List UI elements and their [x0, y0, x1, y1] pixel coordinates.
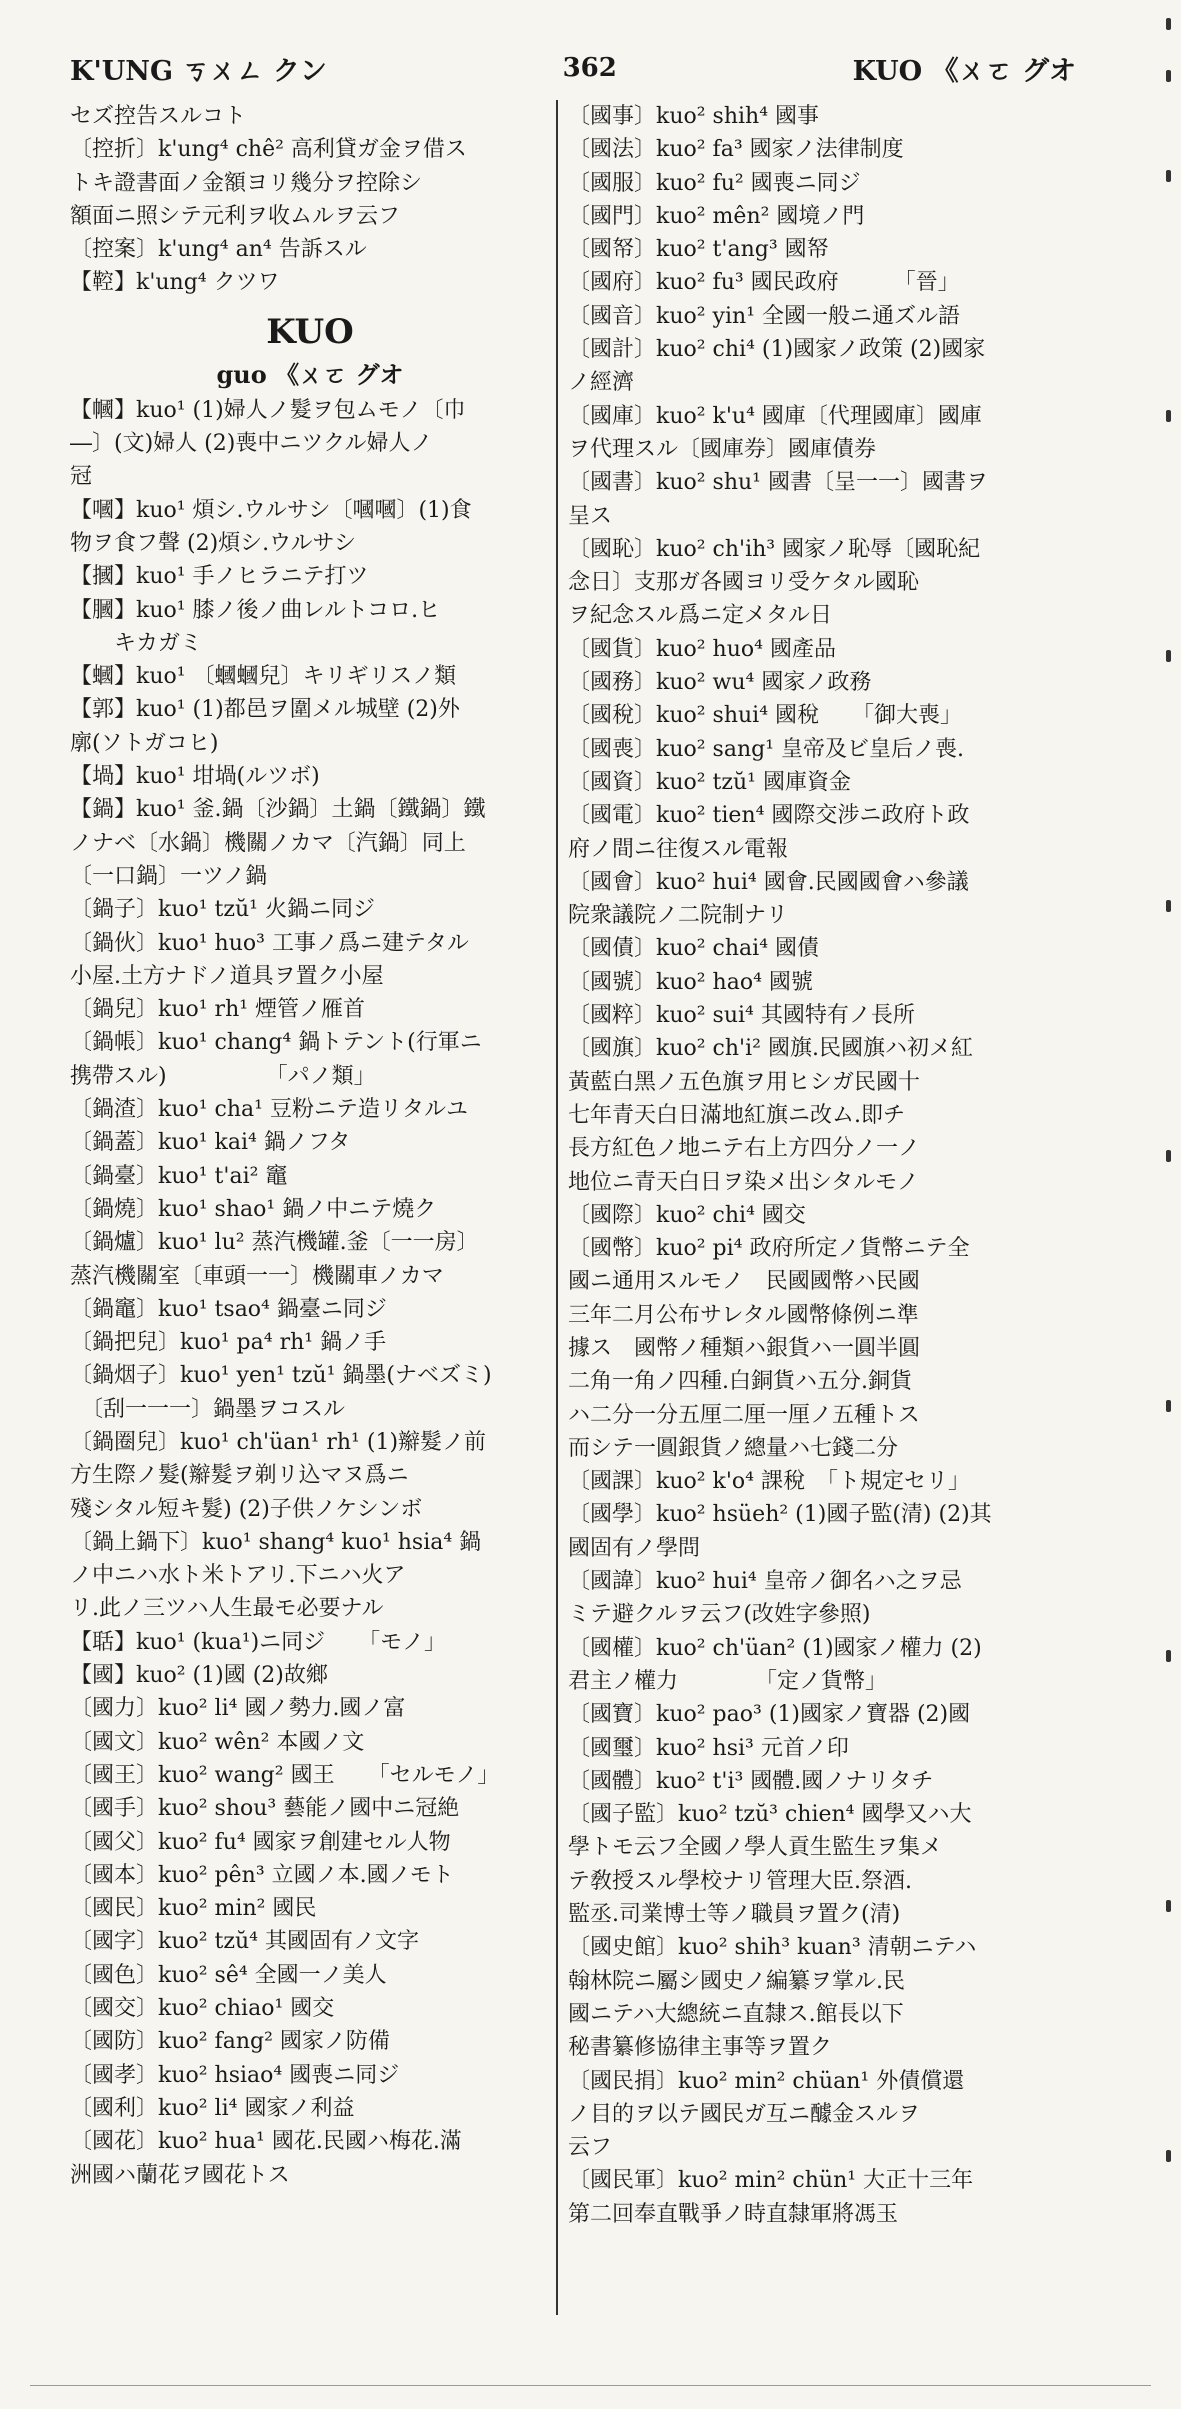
edge-mark: [1166, 1650, 1171, 1662]
entry-line: 〔國花〕kuo² hua¹ 國花.民國ハ梅花.滿: [70, 2129, 462, 2155]
entry-line: 〔國文〕kuo² wên² 本國ノ文: [70, 1729, 365, 1755]
right-column: [568, 100, 1068, 2231]
left-entries-before: [70, 100, 550, 300]
entry-line: 〔國寶〕kuo² pao³ (1)國家ノ寶器 (2)國: [568, 1702, 971, 1728]
entry-line: 〔國法〕kuo² fa³ 國家ノ法律制度: [568, 137, 904, 163]
entry-line: 國ニテハ大總統ニ直隸ス.館長以下: [568, 2001, 904, 2027]
entry-line: 監丞.司業博士等ノ職員ヲ置ク(清): [568, 1902, 901, 1928]
entry-line: ノナベ〔水鍋〕機關ノカマ〔汽鍋〕同上: [70, 830, 466, 856]
entry-line: 〔刮一一一〕鍋墨ヲコスル: [70, 1396, 346, 1422]
entry-line: 【摑】kuo¹ 手ノヒラニテ打ツ: [70, 564, 369, 590]
entry-line: 〔鍋伙〕kuo¹ huo³ 工事ノ爲ニ建テタル: [70, 930, 469, 956]
entry-line: 〔國粹〕kuo² sui⁴ 其國特有ノ長所: [568, 1003, 915, 1029]
entry-line: 〔鍋圈兒〕kuo¹ ch'üan¹ rh¹ (1)辮髮ノ前: [70, 1429, 487, 1455]
entry-line: 〔國體〕kuo² t'i³ 國體.國ノナリタチ: [568, 1768, 934, 1794]
left-column: [70, 100, 550, 2192]
entry-line: セズ控告スルコト: [70, 104, 247, 129]
edge-mark: [1166, 650, 1171, 662]
entry-line: 【鞚】k'ung⁴ クツワ: [70, 270, 280, 296]
edge-mark: [1166, 1400, 1171, 1412]
entry-line: 〔國史館〕kuo² shih³ kuan³ 清朝ニテハ: [568, 1935, 977, 1961]
entry-line: 〔國號〕kuo² hao⁴ 國號: [568, 969, 813, 995]
edge-mark: [1166, 2150, 1171, 2162]
entry-line: 〔國諱〕kuo² hui⁴ 皇帝ノ御名ハ之ヲ忌: [568, 1569, 962, 1595]
entry-line: 〔鍋帳〕kuo¹ chang⁴ 鍋トテント(行軍ニ: [70, 1030, 482, 1056]
section-subtitle: guo 《ㄨㄛ グオ: [216, 359, 404, 389]
entry-line: 物ヲ食フ聲 (2)煩シ.ウルサシ: [70, 530, 357, 556]
entry-line: 〔鍋燒〕kuo¹ shao¹ 鍋ノ中ニテ燒ク: [70, 1196, 437, 1222]
header-left: K'UNG ㄎㄨㄥ クン: [70, 55, 327, 87]
entry-line: 〔國課〕kuo² k'o⁴ 課稅 「ト規定セリ」: [568, 1469, 970, 1495]
entry-line: 〔國父〕kuo² fu⁴ 國家ヲ創建セル人物: [70, 1829, 451, 1855]
entry-line: ミテ避クルヲ云フ(改姓字參照): [568, 1602, 871, 1628]
entry-line: 府ノ間ニ往復スル電報: [568, 836, 789, 862]
entry-line: 黃藍白黑ノ五色旗ヲ用ヒシガ民國十: [568, 1069, 921, 1095]
entry-line: 〔國民軍〕kuo² min² chün¹ 大正十三年: [568, 2168, 974, 2194]
entry-line: 〔國府〕kuo² fu³ 國民政府 「晉」: [568, 270, 960, 296]
entry-line: 二角一角ノ四種.白銅貨ハ五分.銅貨: [568, 1369, 912, 1395]
entry-line: 小屋.土方ナドノ道具ヲ置ク小屋: [70, 963, 384, 989]
bottom-scan-rule: [30, 2385, 1151, 2386]
entry-line: リ.此ノ三ツハ人生最モ必要ナル: [70, 1596, 384, 1622]
entry-line: 〔國資〕kuo² tzŭ¹ 國庫資金: [568, 769, 851, 795]
entry-line: 國固有ノ學問: [568, 1535, 701, 1561]
entry-line: 〔國孝〕kuo² hsiao⁴ 國喪ニ同ジ: [70, 2062, 400, 2088]
header-right: KUO 《ㄨㄛ グオ: [852, 55, 1076, 87]
entry-line: 〔國力〕kuo² li⁴ 國ノ勢力.國ノ富: [70, 1696, 406, 1722]
entry-line: 〔鍋渣〕kuo¹ cha¹ 豆粉ニテ造リタルユ: [70, 1097, 468, 1123]
entry-line: 【鍋】kuo¹ 釜.鍋〔沙鍋〕土鍋〔鐵鍋〕鐵: [70, 797, 486, 823]
binding-edge-marks: [1160, 0, 1180, 2409]
entry-line: 方生際ノ髮(辮髮ヲ剃リ込マヌ爲ニ: [70, 1463, 409, 1489]
entry-line: 〔國債〕kuo² chai⁴ 國債: [568, 936, 820, 962]
entry-line: 〔國音〕kuo² yin¹ 全國一般ニ通ズル語: [568, 303, 961, 329]
entry-line: 〔控案〕k'ung⁴ an⁴ 告訴スル: [70, 237, 367, 263]
entry-line: ハ二分一分五厘二厘一厘ノ五種トス: [568, 1402, 920, 1428]
entry-line: 〔國本〕kuo² pên³ 立國ノ本.國ノモト: [70, 1862, 454, 1888]
entry-line: 〔國務〕kuo² wu⁴ 國家ノ政務: [568, 670, 872, 696]
entry-line: 〔國璽〕kuo² hsi³ 元首ノ印: [568, 1735, 849, 1761]
entry-line: ―〕(文)婦人 (2)喪中ニツクル婦人ノ: [70, 431, 433, 457]
entry-line: 長方紅色ノ地ニテ右上方四分ノ一ノ: [568, 1136, 921, 1162]
entry-line: ヲ代理スル〔國庫券〕國庫債券: [568, 436, 877, 462]
entry-line: 〔鍋烟子〕kuo¹ yen¹ tzŭ¹ 鍋墨(ナベズミ): [70, 1363, 492, 1389]
entry-line: 第二回奉直戰爭ノ時直隸軍將馮玉: [568, 2201, 899, 2227]
entry-line: 〔鍋子〕kuo¹ tzŭ¹ 火鍋ニ同ジ: [70, 897, 375, 923]
entry-line: 〔鍋蓋〕kuo¹ kai⁴ 鍋ノフタ: [70, 1130, 351, 1156]
entry-line: 〔鍋上鍋下〕kuo¹ shang⁴ kuo¹ hsia⁴ 鍋: [70, 1529, 482, 1555]
edge-mark: [1166, 900, 1171, 912]
entry-line: 〔國電〕kuo² tien⁴ 國際交涉ニ政府ト政: [568, 803, 970, 829]
entry-line: 〔鍋爐〕kuo¹ lu² 蒸汽機罐.釜〔一一房〕: [70, 1230, 479, 1256]
entry-line: 〔控折〕k'ung⁴ chê² 高利貸ガ金ヲ借ス: [70, 137, 467, 163]
entry-line: 〔國服〕kuo² fu² 國喪ニ同ジ: [568, 170, 861, 196]
entry-line: 【聒】kuo¹ (kua¹)ニ同ジ 「モノ」: [70, 1629, 446, 1655]
entry-line: 【堝】kuo¹ 坩堝(ルツボ): [70, 764, 320, 790]
entry-line: 〔國字〕kuo² tzŭ⁴ 其國固有ノ文字: [70, 1929, 419, 1955]
entry-line: 〔國書〕kuo² shu¹ 國書〔呈一一〕國書ヲ: [568, 470, 988, 496]
entry-line: 〔國稅〕kuo² shui⁴ 國稅 「御大喪」: [568, 703, 963, 729]
entry-line: 冠: [70, 464, 93, 490]
entry-line: 而シテ一圓銀貨ノ總量ハ七錢二分: [568, 1435, 899, 1461]
entry-line: 〔國恥〕kuo² ch'ih³ 國家ノ恥辱〔國恥紀: [568, 536, 981, 562]
entry-line: 君主ノ權力 「定ノ貨幣」: [568, 1668, 888, 1694]
edge-mark: [1166, 170, 1171, 182]
entry-line: 學トモ云フ全國ノ學人貢生監生ヲ集メ: [568, 1835, 943, 1861]
entry-line: 洲國ハ蘭花ヲ國花トス: [70, 2162, 290, 2188]
entry-line: 念日〕支那ガ各國ヨリ受ケタル國恥: [568, 570, 919, 596]
entry-line: 〔國民〕kuo² min² 國民: [70, 1896, 317, 1922]
entry-line: 〔鍋兒〕kuo¹ rh¹ 煙管ノ雁首: [70, 997, 366, 1023]
entry-line: 蒸汽機關室〔車頭一一〕機關車ノカマ: [70, 1263, 444, 1289]
edge-mark: [1166, 70, 1171, 82]
entry-line: 【郭】kuo¹ (1)都邑ヲ圍メル城壁 (2)外: [70, 697, 460, 723]
entry-line: 〔國計〕kuo² chi⁴ (1)國家ノ政策 (2)國家: [568, 337, 986, 363]
left-entries-after: [70, 394, 550, 2192]
entry-line: 額面ニ照シテ元利ヲ收ムルヲ云フ: [70, 203, 401, 229]
entry-line: 〔國際〕kuo² chi⁴ 國交: [568, 1202, 806, 1228]
entry-line: 〔鍋臺〕kuo¹ t'ai² 竈: [70, 1163, 288, 1189]
page-number: 362: [562, 53, 617, 83]
page-header: [70, 48, 1076, 88]
edge-mark: [1166, 1900, 1171, 1912]
entry-line: 翰林院ニ屬シ國史ノ編纂ヲ掌ル.民: [568, 1968, 905, 1994]
entry-line: 【幗】kuo¹ (1)婦人ノ髮ヲ包ムモノ〔巾: [70, 397, 466, 423]
entry-line: 地位ニ青天白日ヲ染メ出シタルモノ: [568, 1169, 919, 1195]
entry-line: 〔鍋把兒〕kuo¹ pa⁴ rh¹ 鍋ノ手: [70, 1330, 387, 1356]
entry-line: 〔國防〕kuo² fang² 國家ノ防備: [70, 2029, 390, 2055]
entry-line: 〔國貨〕kuo² huo⁴ 國產品: [568, 636, 836, 662]
entry-line: 【膕】kuo¹ 膝ノ後ノ曲レルトコロ.ヒ: [70, 597, 441, 623]
entry-line: 〔國帑〕kuo² t'ang³ 國帑: [568, 237, 829, 263]
entry-line: 七年青天白日滿地紅旗ニ改ム.即チ: [568, 1102, 905, 1128]
entry-line: 〔國民捐〕kuo² min² chüan¹ 外債償還: [568, 2068, 965, 2094]
entry-line: 秘書纂修協律主事等ヲ置ク: [568, 2035, 833, 2061]
entry-line: 【國】kuo² (1)國 (2)故鄉: [70, 1663, 328, 1689]
entry-line: 〔國旗〕kuo² ch'i² 國旗.民國旗ハ初メ紅: [568, 1036, 973, 1062]
entry-line: 〔國會〕kuo² hui⁴ 國會.民國國會ハ參議: [568, 869, 969, 895]
entry-line: ノ中ニハ水ト米トアリ.下ニハ火ア: [70, 1563, 406, 1589]
entry-line: 〔國利〕kuo² li⁴ 國家ノ利益: [70, 2095, 355, 2121]
entry-line: テ敎授スル學校ナリ管理大臣.祭酒.: [568, 1868, 912, 1894]
entry-line: トキ證書面ノ金額ヨリ幾分ヲ控除シ: [70, 170, 423, 196]
entry-line: 〔鍋竈〕kuo¹ tsao⁴ 鍋臺ニ同ジ: [70, 1296, 387, 1322]
entry-line: ノ經濟: [568, 370, 635, 396]
entry-line: 〔國門〕kuo² mên² 國境ノ門: [568, 203, 865, 229]
entry-line: 殘シタル短キ髮) (2)子供ノケシンボ: [70, 1496, 423, 1522]
entry-line: 〔國王〕kuo² wang² 國王 「セルモノ」: [70, 1762, 500, 1788]
entry-line: 據ス 國幣ノ種類ハ銀貨ハ一圓半圓: [568, 1335, 921, 1361]
entry-line: 〔國手〕kuo² shou³ 藝能ノ國中ニ冠絶: [70, 1796, 460, 1822]
entry-line: 〔一口鍋〕一ツノ鍋: [70, 863, 268, 889]
entry-line: 云フ: [568, 2135, 613, 2161]
entry-line: 〔國子監〕kuo² tzŭ³ chien⁴ 國學又ハ大: [568, 1802, 972, 1828]
section-title: KUO: [266, 311, 354, 352]
entry-line: 〔國幣〕kuo² pi⁴ 政府所定ノ貨幣ニテ全: [568, 1236, 970, 1262]
entry-line: 【嘓】kuo¹ 煩シ.ウルサシ〔嘓嘓〕(1)食: [70, 497, 472, 523]
entry-line: 國ニ通用スルモノ 民國國幣ハ民國: [568, 1269, 920, 1295]
entry-line: 〔國學〕kuo² hsüeh² (1)國子監(清) (2)其: [568, 1502, 992, 1528]
edge-mark: [1166, 18, 1171, 30]
entry-line: 【蟈】kuo¹ 〔蟈蟈兒〕キリギリスノ類: [70, 664, 457, 690]
entry-line: 呈ス: [568, 503, 613, 529]
entry-line: ヲ紀念スル爲ニ定メタル日: [568, 603, 833, 629]
entry-line: 院衆議院ノ二院制ナリ: [568, 903, 789, 929]
entry-line: 〔國喪〕kuo² sang¹ 皇帝及ビ皇后ノ喪.: [568, 736, 965, 762]
entry-line: 〔國權〕kuo² ch'üan² (1)國家ノ權力 (2): [568, 1635, 982, 1661]
edge-mark: [1166, 410, 1171, 422]
edge-mark: [1166, 1150, 1171, 1162]
entry-line: 〔國色〕kuo² sê⁴ 全國一ノ美人: [70, 1962, 387, 1988]
entry-line: キカガミ: [70, 630, 203, 656]
entry-line: 三年二月公布サレタル國幣條例ニ準: [568, 1302, 919, 1328]
column-divider: [556, 100, 558, 2315]
entry-line: 〔國事〕kuo² shih⁴ 國事: [568, 104, 820, 129]
entry-line: 廓(ソトガコヒ): [70, 730, 219, 756]
entry-line: 〔國庫〕kuo² k'u⁴ 國庫〔代理國庫〕國庫: [568, 403, 982, 429]
entry-line: 携帶スル) 「パノ類」: [70, 1063, 376, 1089]
entry-line: ノ目的ヲ以テ國民ガ互ニ醵金スルヲ: [568, 2101, 921, 2127]
entry-line: 〔國交〕kuo² chiao¹ 國交: [70, 1996, 335, 2022]
